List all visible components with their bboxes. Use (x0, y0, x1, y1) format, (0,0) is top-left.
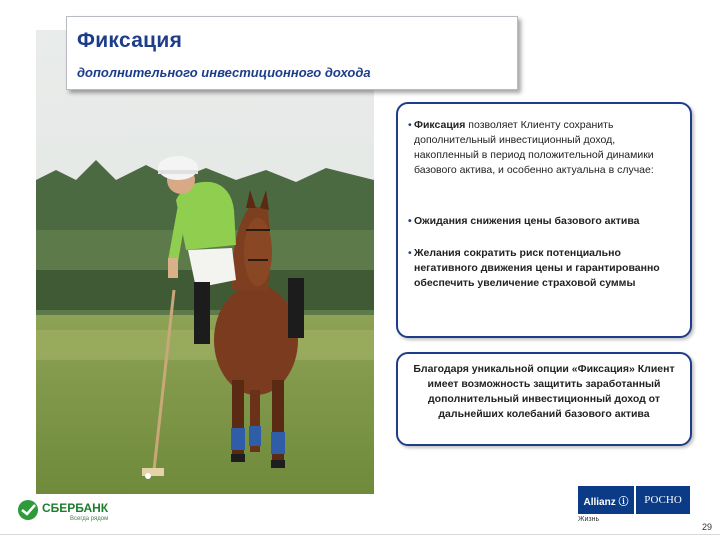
sberbank-slogan: Всегда рядом (70, 516, 109, 522)
sberbank-logo (18, 500, 110, 526)
sberbank-name: СБЕРБАНК (42, 501, 109, 515)
allianz-rosno-logo (578, 486, 690, 516)
bullet-risk-reduction (408, 246, 676, 291)
bullet-mark: • (408, 215, 412, 227)
sberbank-emblem-icon (18, 500, 38, 520)
allianz-mark: Allianz ⓘ (578, 486, 634, 514)
title-box (66, 16, 518, 90)
note-text: Благодаря уникальной опции «Фиксация» Клиент имеет возможность защитить заработанный дополнительный инвестиционный доход от дальнейших колебаний базового актива (413, 363, 675, 420)
bullet-fixation (408, 118, 676, 178)
bullet-mark: • (408, 119, 412, 131)
page-number: 29 (701, 522, 712, 532)
polo-photo (36, 30, 374, 494)
page-title: Фиксация (77, 29, 183, 52)
bullet2-text: Ожидания снижения цены базового актива (414, 215, 640, 227)
bullet1-bold: Фиксация (414, 119, 466, 131)
bullet3-text: Желания сократить риск потенциально негативного движения цены и гарантированно обеспечить увеличение страховой суммы (414, 247, 660, 289)
footer-divider (0, 534, 720, 535)
bullet-price-decline (408, 214, 676, 229)
note-panel (396, 352, 692, 446)
bullet-mark: • (408, 247, 412, 259)
bullet1-text: позволяет Клиенту сохранить дополнительный инвестиционный доход, накопленный в период положительной динамики базового актива, и особенно актуальна в случае: (414, 119, 654, 176)
info-panel (396, 102, 692, 338)
allianz-subtitle: Жизнь (578, 516, 600, 523)
page-subtitle: дополнительного инвестиционного дохода (77, 65, 371, 80)
rosno-mark: РОСНО (636, 486, 690, 514)
polo-player-image (36, 30, 374, 494)
